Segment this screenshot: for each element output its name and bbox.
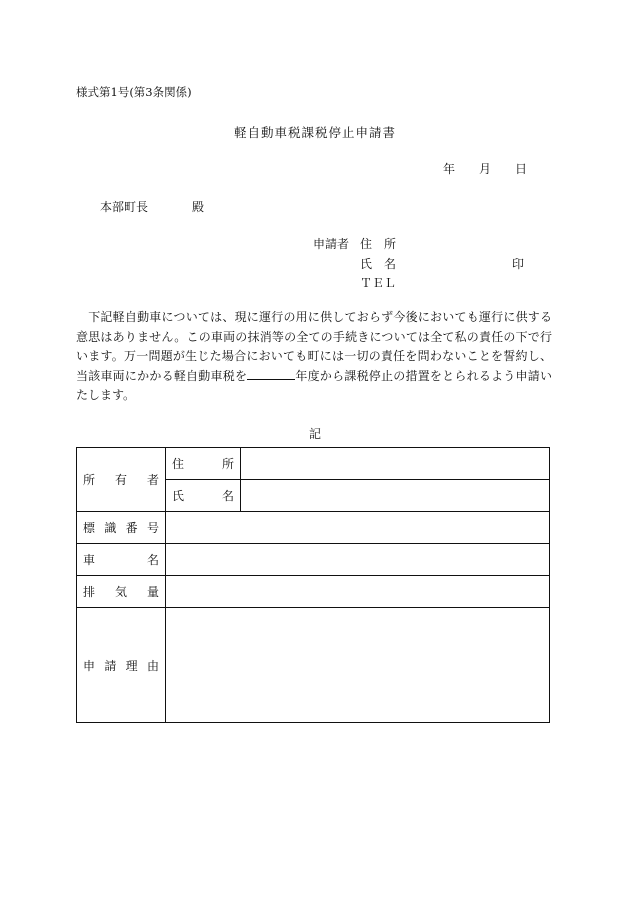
vehicle-detail-table <box>76 447 550 723</box>
plate-number-field[interactable] <box>166 512 550 544</box>
body-text-part2: 年度から課税停止の措置をとられるよう申請いたします。 <box>76 368 552 402</box>
plate-number-label-text-char-2: 番 <box>125 521 138 535</box>
addressee <box>100 198 204 215</box>
addressee-name: 本部町長 <box>100 200 149 214</box>
owner-label-text-char-2: 者 <box>146 473 159 487</box>
date-year-field[interactable]: 年 <box>443 162 456 176</box>
date-month-field[interactable]: 月 <box>479 162 492 176</box>
owner-name-label-text-char-1: 名 <box>221 489 234 503</box>
vehicle-name-label-text-char-0: 車 <box>83 553 96 567</box>
plate-number-label-text <box>83 519 159 536</box>
reason-label-text-char-1: 請 <box>104 658 117 673</box>
plate-number-label-text-char-1: 識 <box>104 521 117 535</box>
owner-name-label-text-char-0: 氏 <box>172 489 185 503</box>
date-day-field[interactable]: 日 <box>515 162 528 176</box>
applicant-tel-label: ＴＥＬ <box>360 276 397 290</box>
displacement-label <box>77 576 166 608</box>
vehicle-name-label-text <box>83 551 159 568</box>
reason-label-text-char-0: 申 <box>83 658 96 673</box>
plate-number-label <box>77 512 166 544</box>
vehicle-name-label <box>77 544 166 576</box>
body-paragraph <box>76 308 552 406</box>
owner-address-field[interactable] <box>241 448 550 480</box>
owner-name-label <box>166 480 241 512</box>
fiscal-year-blank[interactable] <box>247 367 295 380</box>
owner-label-text-char-0: 所 <box>83 473 96 487</box>
displacement-label-text-char-2: 量 <box>146 585 159 599</box>
addressee-suffix: 殿 <box>192 200 205 214</box>
displacement-label-text-char-0: 排 <box>83 585 96 599</box>
displacement-label-text-char-1: 気 <box>114 585 127 599</box>
applicant-name-label: 氏 名 <box>360 256 397 271</box>
reason-label-text <box>83 657 159 674</box>
reason-label-text-char-2: 理 <box>125 658 138 673</box>
owner-name-label-text <box>172 487 234 504</box>
owner-address-label <box>166 448 241 480</box>
applicant-block <box>313 235 524 294</box>
applicant-label: 申請者 <box>313 237 350 251</box>
owner-label <box>77 448 166 512</box>
applicant-address-label: 住 所 <box>360 237 397 251</box>
seal-mark: 印 <box>512 256 525 271</box>
plate-number-label-text-char-0: 標 <box>83 521 96 535</box>
owner-address-label-text <box>172 455 234 472</box>
date-line <box>443 160 527 177</box>
document-title: 軽自動車税課税停止申請書 <box>233 125 396 140</box>
owner-label-text <box>83 471 159 488</box>
owner-name-field[interactable] <box>241 480 550 512</box>
owner-label-text-char-1: 有 <box>114 473 127 487</box>
plate-number-label-text-char-3: 号 <box>146 521 159 535</box>
reason-label-text-char-3: 由 <box>146 658 159 673</box>
reason-label <box>77 608 166 723</box>
form-number: 様式第1号(第3条関係) <box>76 85 192 99</box>
ki-heading: 記 <box>308 427 321 441</box>
vehicle-name-field[interactable] <box>166 544 550 576</box>
owner-address-label-text-char-1: 所 <box>221 457 234 471</box>
owner-address-label-text-char-0: 住 <box>172 457 185 471</box>
body-text-part1: 下記軽自動車については、現に運行の用に供しておらず今後においても運行に供する意思はありません。この車両の抹消等の全ての手続きについては全て私の責任の下で行います。万一問題が生じた場合においても町には一切の責任を問わないことを誓約し、当該車両にかかる軽自動車税を <box>76 310 552 383</box>
displacement-field[interactable] <box>166 576 550 608</box>
displacement-label-text <box>83 583 159 600</box>
reason-field[interactable] <box>166 608 550 723</box>
vehicle-name-label-text-char-1: 名 <box>146 553 159 567</box>
